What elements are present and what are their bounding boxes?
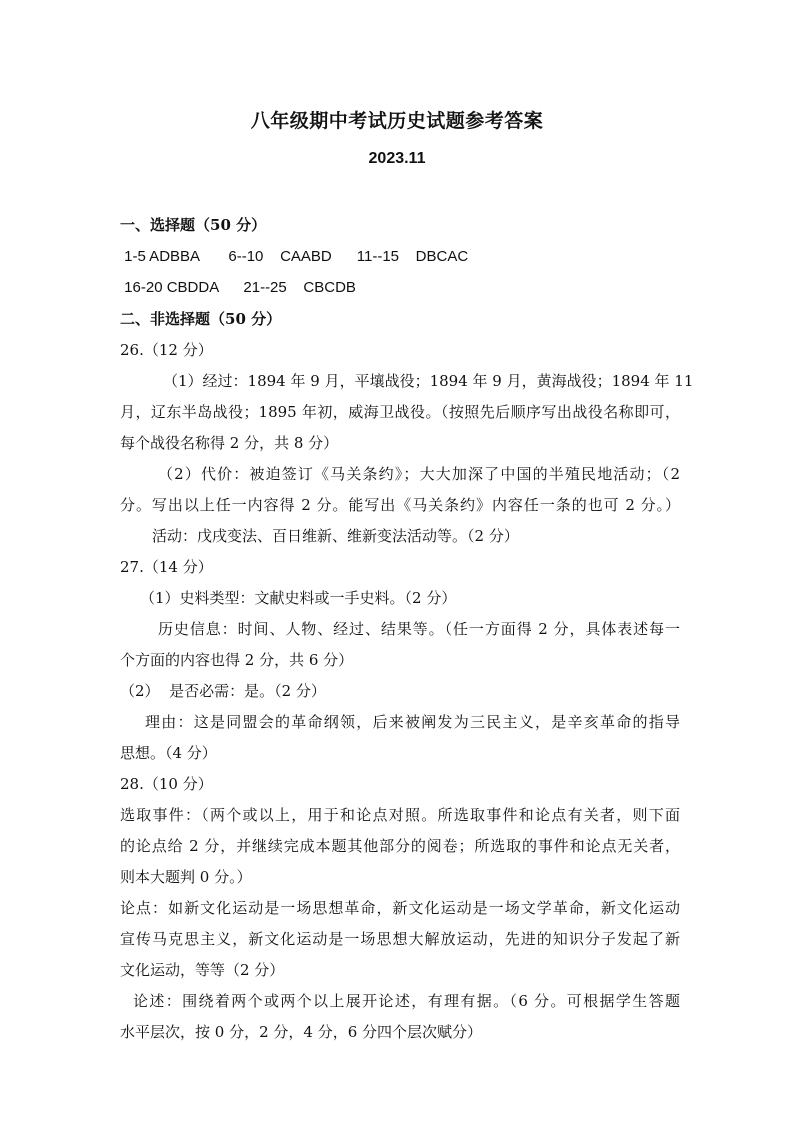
choice-answers-row-1: 1-5 ADBBA 6--10 CAABD 11--15 DBCAC — [120, 248, 469, 265]
question-26-heading: 26.（12 分） — [120, 341, 213, 359]
answer-text: （1）经过：1894 年 9 月，平壤战役；1894 年 9 月，黄海战役；1894 年 11 — [163, 372, 694, 390]
answer-text: 月，辽东半岛战役；1895 年初，威海卫战役。（按照先后顺序写出战役名称即可， — [120, 403, 680, 421]
document-date: 2023.11 — [368, 150, 426, 167]
answer-text: 则本大题判 0 分。） — [120, 868, 252, 886]
answer-text: 每个战役名称得 2 分，共 8 分） — [120, 434, 339, 452]
answer-text: 选取事件：（两个或以上，用于和论点对照。所选取事件和论点有关者，则下面 — [120, 806, 680, 824]
question-28-heading: 28.（10 分） — [120, 775, 213, 793]
answer-text: 论点：如新文化运动是一场思想革命，新文化运动是一场文学革命，新文化运动 — [120, 899, 680, 917]
answer-text: （1）史料类型：文献史料或一手史料。（2 分） — [140, 589, 457, 607]
answer-text: 文化运动，等等（2 分） — [120, 961, 285, 979]
section-heading-choice: 一、选择题（50 分） — [120, 216, 267, 234]
answer-text: 宣传马克思主义，新文化运动是一场思想大解放运动，先进的知识分子发起了新 — [120, 930, 680, 948]
answer-text: （2） 是否必需：是。（2 分） — [120, 682, 326, 700]
choice-answers-row-2: 16-20 CBDDA 21--25 CBCDB — [120, 279, 356, 296]
question-27-heading: 27.（14 分） — [120, 558, 213, 576]
answer-text: 的论点给 2 分，并继续完成本题其他部分的阅卷；所选取的事件和论点无关者， — [120, 837, 680, 855]
answer-text: 个方面的内容也得 2 分，共 6 分） — [120, 651, 354, 669]
document-title: 八年级期中考试历史试题参考答案 — [250, 110, 544, 132]
answer-text: 思想。（4 分） — [120, 744, 217, 762]
answer-text: 历史信息：时间、人物、经过、结果等。（任一方面得 2 分，具体表述每一 — [158, 620, 680, 638]
answer-text: 水平层次，按 0 分，2 分，4 分，6 分四个层次赋分） — [120, 1023, 483, 1041]
answer-text: 活动：戊戌变法、百日维新、维新变法活动等。（2 分） — [152, 527, 519, 545]
answer-text: （2）代价：被迫签订《马关条约》；大大加深了中国的半殖民地活动；（2 — [158, 465, 680, 483]
answer-text: 论述：围绕着两个或两个以上展开论述，有理有据。（6 分。可根据学生答题 — [133, 992, 680, 1010]
answer-text: 分。写出以上任一内容得 2 分。能写出《马关条约》内容任一条的也可 2 分。） — [120, 496, 680, 514]
answer-text: 理由：这是同盟会的革命纲领，后来被阐发为三民主义，是辛亥革命的指导 — [145, 713, 680, 731]
section-heading-nonchoice: 二、非选择题（50 分） — [120, 310, 282, 328]
